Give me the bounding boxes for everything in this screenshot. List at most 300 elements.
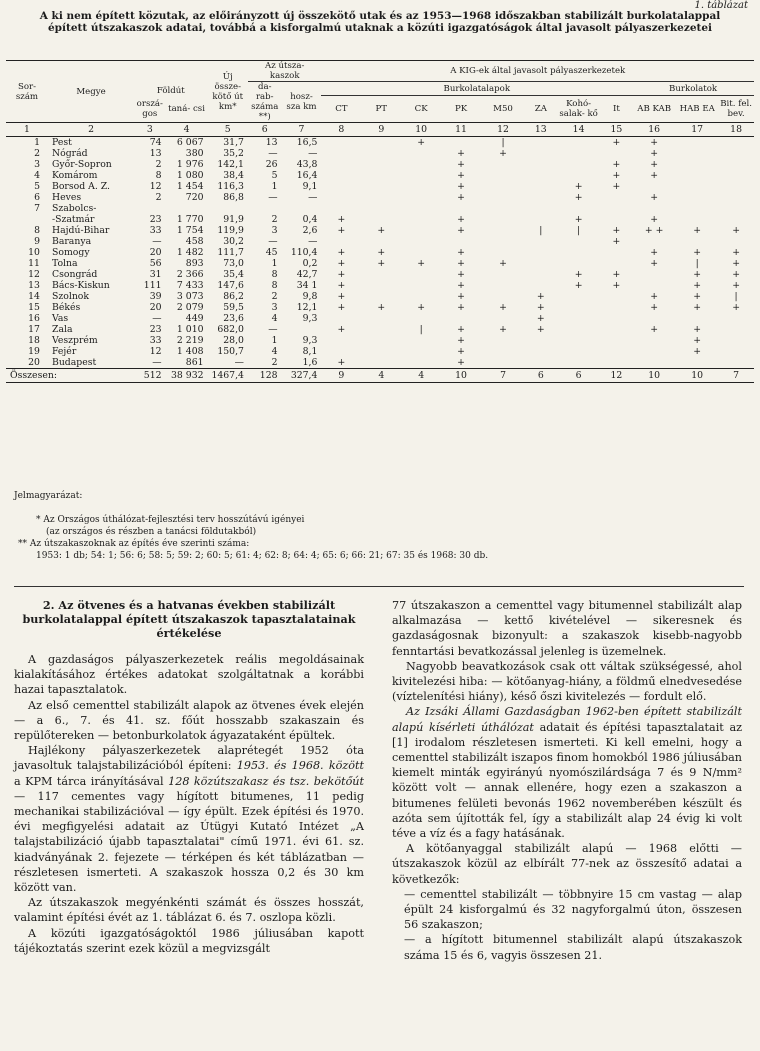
column-number: 17: [676, 123, 718, 137]
table-cell: +: [337, 247, 346, 258]
table-cell: [481, 192, 525, 203]
county-cell: Csongrád: [51, 269, 98, 280]
table-cell: 35,2: [223, 148, 244, 159]
header-orszagos: orszá- gos: [136, 98, 163, 119]
table-cell: +: [457, 302, 465, 313]
header-burkolatalapok: Burkolatalapok: [321, 82, 632, 96]
table-cell: [401, 192, 441, 203]
table-cell: 20: [149, 302, 162, 313]
table-cell: [718, 148, 754, 159]
table-cell: [441, 203, 481, 214]
table-cell: +: [612, 269, 621, 280]
table-cell: [481, 181, 525, 192]
table-cell: [632, 236, 676, 247]
table-cell: [525, 236, 556, 247]
table-cell: +: [377, 302, 386, 313]
table-cell: [401, 357, 441, 369]
table-cell: +: [337, 302, 346, 313]
county-cell: Komárom: [51, 170, 98, 181]
table-cell: [718, 137, 754, 149]
table-cell: 38,4: [223, 170, 244, 181]
table-cell: —: [234, 357, 244, 368]
table-cell: 6: [34, 192, 40, 203]
p3-text-izsak: adatait és építési tapasztalatait az [1] irodalom részletesen ismerteti. Ki kell emelni, hogy a cementtel stabilizált iszapos finom homokból 1986 júliusában kiemelt minták egyirányú nyomószilárdsága 7 és 9 N/mm² között volt — annak ellenére, hogy ezen a szakaszon a bitumenes felületi bevonás 1962 novemberében készült és azóta sem újították fel, így a stabilizált alap 24 évig ki volt téve a víz és a fagy hatásának.: [392, 720, 743, 841]
column-number: 10: [401, 123, 441, 137]
table-cell: 34 1: [296, 280, 318, 291]
table-cell: [401, 291, 441, 302]
table-cell: + +: [644, 225, 664, 236]
table-row: [6, 159, 754, 170]
table-cell: [481, 214, 525, 225]
table-cell: [601, 302, 632, 313]
county-cell: Nógrád: [51, 148, 88, 159]
table-cell: [632, 313, 676, 324]
total-cell: 4: [361, 369, 401, 383]
table-cell: [557, 357, 601, 369]
table-cell: +: [499, 302, 507, 313]
header-burkolatok: Burkolatok: [632, 82, 754, 96]
table-cell: [718, 181, 754, 192]
table-cell: [676, 192, 718, 203]
table-cell: —: [152, 313, 162, 324]
table-cell: [481, 236, 525, 247]
table-cell: [401, 236, 441, 247]
table-cell: [481, 280, 525, 291]
table-cell: [361, 291, 401, 302]
county-cell: Budapest: [51, 357, 97, 368]
table-cell: [481, 346, 525, 357]
table-cell: [401, 181, 441, 192]
table-cell: 8: [271, 269, 278, 280]
table-cell: [718, 313, 754, 324]
table-row: [6, 247, 754, 258]
table-cell: 1: [271, 258, 278, 269]
right-paragraph-4: A kötőanyaggal stabilizált alapú — 1968 előtti — útszakaszok közül az elbírált 77-nek az összesítő adatai a következők:: [392, 842, 742, 886]
table-cell: [601, 291, 632, 302]
table-cell: +: [574, 181, 583, 192]
table-row: [6, 192, 754, 203]
table-cell: +: [417, 302, 426, 313]
header-megye: Megye: [48, 61, 134, 123]
table-cell: 150,7: [217, 346, 244, 357]
table-cell: [401, 214, 441, 225]
table-cell: [676, 181, 718, 192]
table-cell: [361, 159, 401, 170]
table-cell: 1 010: [176, 324, 204, 335]
left-paragraph-4: Az útszakaszok megyénkénti számát és összes hosszát, valamint építési évét az 1. táblázat 6. és 7. oszlopa közli.: [14, 896, 364, 925]
table-cell: [401, 148, 441, 159]
table-cell: [481, 225, 525, 236]
table-cell: +: [612, 181, 621, 192]
header-foldut: Földút: [134, 61, 207, 96]
header-kig: A KIG-ek által javasolt pályaszerkezetek: [321, 61, 754, 82]
table-cell: 23,6: [223, 313, 244, 324]
table-cell: 449: [185, 313, 204, 324]
header-hossz: hosz- sza km: [286, 92, 317, 112]
table-cell: 119,9: [217, 225, 244, 236]
table-cell: +: [732, 225, 740, 236]
county-cell: Baranya: [51, 236, 92, 247]
column-number: 8: [321, 123, 361, 137]
table-cell: +: [337, 214, 346, 225]
total-cell: 9: [321, 369, 361, 383]
table-cell: [481, 291, 525, 302]
total-cell: 327,4: [282, 369, 322, 383]
table-cell: +: [650, 148, 659, 159]
column-number: 4: [166, 123, 208, 137]
table-cell: +: [536, 324, 545, 335]
table-cell: 8: [34, 225, 40, 236]
table-cell: 91,9: [223, 214, 244, 225]
table-cell: 1 454: [176, 181, 204, 192]
column-number: 5: [208, 123, 248, 137]
p3-text-a: Hajlékony pályaszerkezetek alaprétegét 1952 óta javasoltuk talajstabilizációból építeni:: [14, 744, 364, 773]
table-cell: [361, 214, 401, 225]
column-number: 3: [134, 123, 165, 137]
table-cell: 2: [155, 159, 162, 170]
table-cell: 45: [265, 247, 278, 258]
table-cell: [361, 335, 401, 346]
table-cell: 1: [271, 335, 278, 346]
table-cell: [557, 335, 601, 346]
table-cell: |: [539, 225, 543, 236]
table-cell: 20: [149, 247, 162, 258]
table-cell: 3: [34, 159, 40, 170]
table-cell: 18: [28, 335, 40, 346]
table-cell: [718, 203, 754, 214]
table-cell: [361, 137, 401, 149]
table-cell: [525, 280, 556, 291]
table-row: [6, 137, 754, 149]
table-cell: 682,0: [217, 324, 244, 335]
table-cell: [6, 214, 48, 225]
table-cell: +: [693, 302, 702, 313]
table-cell: +: [337, 324, 346, 335]
table-cell: [557, 302, 601, 313]
table-cell: [401, 170, 441, 181]
table-cell: [481, 269, 525, 280]
table-cell: 111,7: [217, 247, 244, 258]
column-number-row: [6, 123, 754, 137]
table-cell: [676, 357, 718, 369]
table-cell: [718, 236, 754, 247]
table-cell: 9,1: [302, 181, 318, 192]
table-row: [6, 313, 754, 324]
table-cell: [481, 335, 525, 346]
table-cell: +: [612, 159, 621, 170]
table-cell: [525, 335, 556, 346]
table-cell: +: [536, 302, 545, 313]
table-cell: +: [377, 247, 386, 258]
table-cell: [401, 346, 441, 357]
table-cell: [282, 203, 322, 214]
table-cell: 893: [185, 258, 204, 269]
table-cell: [676, 137, 718, 149]
header-it: It: [612, 104, 620, 115]
table-cell: [557, 324, 601, 335]
table-cell: +: [732, 302, 740, 313]
table-cell: +: [650, 214, 659, 225]
table-cell: [525, 247, 556, 258]
table-cell: [676, 313, 718, 324]
table-cell: [361, 324, 401, 335]
county-cell: Bács-Kiskun: [51, 280, 110, 291]
table-cell: 6 067: [176, 137, 204, 148]
table-cell: 31,7: [223, 137, 244, 148]
table-cell: —: [152, 236, 162, 247]
table-cell: [401, 159, 441, 170]
table-cell: 2 079: [176, 302, 204, 313]
table-cell: [321, 159, 361, 170]
table-cell: +: [457, 324, 465, 335]
table-cell: +: [417, 137, 426, 148]
table-cell: 43,8: [296, 159, 318, 170]
table-cell: [718, 335, 754, 346]
table-cell: [481, 247, 525, 258]
header-ct: CT: [335, 104, 348, 115]
table-cell: +: [536, 291, 545, 302]
table-cell: 1 770: [176, 214, 204, 225]
table-cell: [441, 137, 481, 149]
table-cell: [557, 313, 601, 324]
table-cell: +: [650, 159, 659, 170]
table-cell: 147,6: [217, 280, 244, 291]
table-cell: +: [650, 247, 659, 258]
table-cell: —: [308, 192, 318, 203]
total-cell: 7: [481, 369, 525, 383]
p3-text-e: — 117 cementes vagy hígított bitumenes, 11 pedig mechanikai stabilizációval — így épült. Ezek építési és 1970. évi megfigyelési adatait az Útügyi Kutató Intézet „A talajstabilizáció újabb tapasztalatai" című 1971. évi 61. sz. kiadványának 2. fejezete — térképen és két táblázatban — részletesen ismerteti. A szakaszok hossza 0,2 és 30 km között van.: [14, 789, 364, 895]
table-cell: [361, 357, 401, 369]
table-cell: [441, 236, 481, 247]
table-cell: 4: [271, 346, 278, 357]
left-paragraph-5: A közúti igazgatóságoktól 1986 júliusában kapott tájékoztatás szerint ezek közül a megvizsgált: [14, 926, 364, 955]
table-cell: [632, 203, 676, 214]
table-cell: —: [152, 357, 162, 368]
table-cell: [718, 214, 754, 225]
table-cell: 14: [28, 291, 40, 302]
table-cell: +: [574, 280, 583, 291]
table-cell: [557, 346, 601, 357]
table-cell: 1: [271, 181, 278, 192]
table-row: [6, 302, 754, 313]
table-cell: 3 073: [176, 291, 204, 302]
table-cell: +: [693, 269, 702, 280]
table-cell: 33: [149, 335, 162, 346]
column-number: 16: [632, 123, 676, 137]
table-cell: [525, 181, 556, 192]
county-cell: Borsod A. Z.: [51, 181, 111, 192]
header-ck: CK: [414, 104, 428, 115]
total-cell: 7: [718, 369, 754, 383]
column-number: 12: [481, 123, 525, 137]
table-cell: +: [612, 280, 621, 291]
table-cell: 15: [28, 302, 40, 313]
table-cell: [525, 258, 556, 269]
table-cell: 19: [28, 346, 40, 357]
table-cell: 12: [149, 181, 162, 192]
table-cell: +: [457, 192, 465, 203]
total-cell: 38 932: [166, 369, 208, 383]
table-cell: 2: [271, 357, 278, 368]
table-cell: [601, 148, 632, 159]
table-cell: [718, 170, 754, 181]
note-star2: ** Az útszakaszoknak az építés éve szerinti száma:: [18, 539, 250, 549]
total-row: [6, 369, 754, 383]
table-cell: +: [536, 313, 545, 324]
table-cell: [632, 335, 676, 346]
section-divider: [14, 586, 744, 587]
table-cell: [718, 357, 754, 369]
table-cell: +: [693, 225, 702, 236]
table-cell: 2: [271, 291, 278, 302]
table-row: [6, 203, 754, 214]
table-cell: +: [337, 269, 346, 280]
table-cell: [321, 335, 361, 346]
table-cell: +: [457, 148, 465, 159]
table-cell: 9,3: [302, 335, 318, 346]
header-m50: M50: [493, 104, 513, 115]
table-cell: [321, 236, 361, 247]
left-paragraph-2: Az első cementtel stabilizált alapok az ötvenes évek elején — a 6., 7. és 41. sz. főút hosszabb szakaszain és repülőtereken — betonburkolatok ágyazataként épültek.: [14, 698, 364, 743]
total-cell: 4: [401, 369, 441, 383]
table-cell: 12: [28, 269, 40, 280]
header-sorszam: Sor- szám: [6, 61, 48, 123]
table-cell: [166, 203, 208, 214]
table-cell: +: [457, 357, 465, 368]
table-cell: 39: [149, 291, 162, 302]
table-cell: [676, 236, 718, 247]
table-cell: +: [732, 280, 740, 291]
table-cell: 26: [265, 159, 278, 170]
table-cell: [321, 181, 361, 192]
table-cell: +: [457, 346, 465, 357]
header-ab-kab: AB KAB: [637, 104, 672, 115]
table-cell: 2: [271, 214, 278, 225]
total-label: Összesen:: [6, 369, 134, 383]
table-cell: [525, 214, 556, 225]
table-cell: 7: [34, 203, 40, 214]
table-cell: 33: [149, 225, 162, 236]
table-cell: [321, 346, 361, 357]
table-cell: [401, 335, 441, 346]
table-cell: [525, 203, 556, 214]
table-cell: [361, 170, 401, 181]
table-cell: 86,2: [223, 291, 244, 302]
table-cell: [401, 203, 441, 214]
table-row: [6, 291, 754, 302]
table-cell: +: [377, 258, 386, 269]
county-cell: Zala: [51, 324, 73, 335]
table-cell: 12: [149, 346, 162, 357]
table-cell: [208, 203, 248, 214]
table-cell: +: [650, 137, 659, 148]
table-cell: +: [457, 247, 465, 258]
table-cell: 5: [34, 181, 40, 192]
total-cell: 6: [525, 369, 556, 383]
county-cell: Veszprém: [51, 335, 98, 346]
table-cell: [361, 269, 401, 280]
table-cell: [601, 203, 632, 214]
column-number: 14: [557, 123, 601, 137]
header-za: ZA: [534, 104, 547, 115]
table-cell: 110,4: [290, 247, 318, 258]
table-cell: [601, 346, 632, 357]
table-cell: —: [268, 324, 278, 335]
table-cell: [601, 214, 632, 225]
column-number: 9: [361, 123, 401, 137]
table-cell: 116,3: [217, 181, 244, 192]
table-cell: |: [734, 291, 738, 302]
table-cell: [361, 148, 401, 159]
column-number: 1: [6, 123, 48, 137]
table-cell: —: [308, 236, 318, 247]
table-cell: [601, 258, 632, 269]
table-cell: 13: [265, 137, 278, 148]
table-cell: 8,1: [302, 346, 318, 357]
notes-title: Jelmagyarázat:: [14, 491, 83, 501]
table-cell: [481, 203, 525, 214]
table-cell: [361, 181, 401, 192]
table-cell: 9,3: [302, 313, 318, 324]
table-cell: [321, 170, 361, 181]
total-cell: 12: [601, 369, 632, 383]
table-cell: +: [650, 258, 659, 269]
table-cell: 56: [149, 258, 162, 269]
table-cell: 380: [185, 148, 204, 159]
table-cell: [557, 258, 601, 269]
column-number: 7: [282, 123, 322, 137]
table-cell: [282, 324, 322, 335]
table-cell: |: [577, 225, 581, 236]
table-cell: |: [501, 137, 505, 148]
table-cell: +: [457, 291, 465, 302]
table-row: [6, 236, 754, 247]
table-cell: —: [268, 148, 278, 159]
table-row: [6, 170, 754, 181]
table-cell: 10: [28, 247, 40, 258]
table-cell: +: [457, 159, 465, 170]
table-cell: [557, 137, 601, 149]
table-cell: 2 219: [176, 335, 204, 346]
table-cell: 17: [28, 324, 40, 335]
right-paragraph-2: Nagyobb beavatkozások csak ott váltak szükségessé, ahol kivitelezési hiba: — kötőanyag-hiány, a földmű elnedvesedése (víztelenítési hiány), késő őszi kivitelezés — fordult elő.: [392, 659, 742, 704]
table-cell: 2 366: [176, 269, 204, 280]
table-cell: +: [693, 291, 702, 302]
left-paragraph-1: A gazdaságos pályaszerkezetek reális megoldásainak kialakításához értékes adatokat szolgáltatnak a korábbi hazai tapasztalatok.: [14, 653, 364, 697]
table-cell: [525, 148, 556, 159]
header-pt: PT: [375, 104, 388, 115]
table-cell: [321, 313, 361, 324]
table-cell: [601, 247, 632, 258]
total-cell: 1467,4: [208, 369, 248, 383]
table-cell: 9: [34, 236, 40, 247]
table-cell: 4: [34, 170, 40, 181]
table-row: [6, 324, 754, 335]
table-cell: +: [457, 225, 465, 236]
table-cell: [632, 357, 676, 369]
table-row: [6, 181, 754, 192]
table-cell: 16,4: [296, 170, 318, 181]
table-cell: 861: [185, 357, 204, 368]
column-number: 15: [601, 123, 632, 137]
table-cell: [401, 269, 441, 280]
county-cell: Fejér: [51, 346, 77, 357]
table-cell: [557, 203, 601, 214]
note-star1: * Az Országos úthálózat-fejlesztési terv hosszútávú igényei: [36, 515, 305, 525]
right-paragraph-3: [392, 704, 742, 841]
right-column: [392, 598, 742, 963]
p3-italic-izsak: Az Izsáki Állami Gazdaságban 1962-ben épített stabilizált alapú kísérleti úthálózat: [392, 705, 742, 734]
